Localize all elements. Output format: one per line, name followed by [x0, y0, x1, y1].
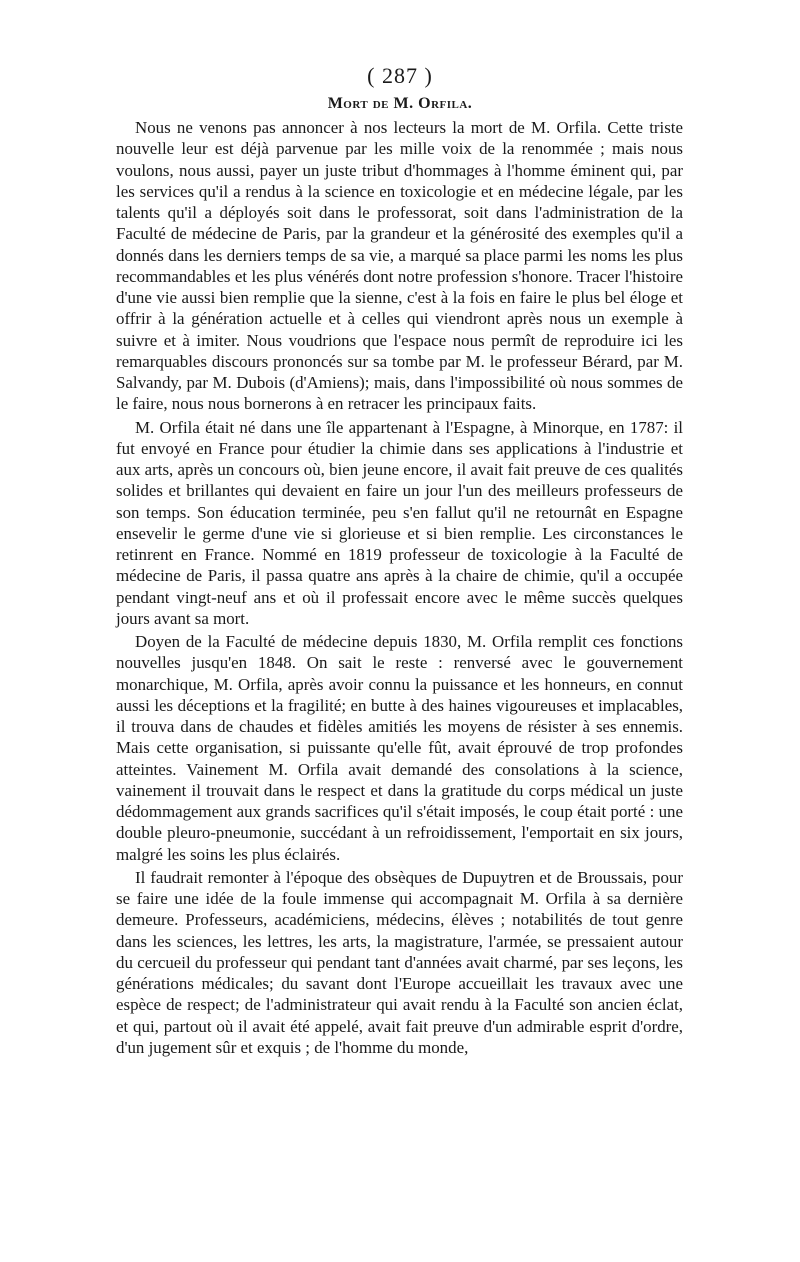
paragraph: Nous ne venons pas annoncer à nos lecteurs la mort de M. Orfila. Cette triste nouvelle leur est déjà parvenue par les mille voix de la renommée ; mais nous voulons, nous aussi, payer un juste tribut d'hommages à l'homme éminent qui, par les services qu'il a rendus à la science en toxicologie et en médecine légale, par les talents qu'il a déployés soit dans le professorat, soit dans l'administration de la Faculté de médecine de Paris, par la grandeur et la générosité des exemples qu'il a donnés dans les derniers temps de sa vie, a marqué sa place parmi les noms les plus recommandables et les plus vénérés dont notre profession s'honore. Tracer l'histoire d'une vie aussi bien remplie que la sienne, c'est à la fois en faire le plus bel éloge et offrir à la génération actuelle et à celles qui viendront après nous un exemple à suivre et à imiter. Nous voudrions que l'espace nous permît de reproduire ici les remarquables discours prononcés sur sa tombe par M. le professeur Bérard, par M. Salvandy, par M. Dubois (d'Amiens); mais, dans l'impossibilité où nous sommes de le faire, nous nous bornerons à en retracer les principaux faits. [116, 118, 683, 414]
paragraph: Doyen de la Faculté de médecine depuis 1830, M. Orfila remplit ces fonctions nouvelles jusqu'en 1848. On sait le reste : renversé avec le gouvernement monarchique, M. Orfila, après avoir connu la puissance et les honneurs, en connut aussi les déceptions et la fragilité; en butte à des haines vigoureuses et implacables, il trouva dans de chaudes et fidèles amitiés les moyens de résister à ses ennemis. Mais cette organisation, si puissante qu'elle fût, avait éprouvé de trop profondes atteintes. Vainement M. Orfila avait demandé des consolations à la science, vainement il trouvait dans le respect et dans la gratitude du corps médical un juste dédommagement aux grands sacrifices qu'il s'était imposés, le coup était porté : une double pleuro-pneumonie, succédant à un refroidissement, l'emportait en six jours, malgré les soins les plus éclairés. [116, 632, 683, 864]
page-number: ( 287 ) [367, 63, 433, 88]
paragraph: Il faudrait remonter à l'époque des obsèques de Dupuytren et de Broussais, pour se faire une idée de la foule immense qui accompagnait M. Orfila à sa dernière demeure. Professeurs, académiciens, médecins, élèves ; notabilités de tout genre dans les sciences, les lettres, les arts, la magistrature, l'armée, se pressaient autour du cercueil du professeur qui pendant tant d'années avait charmé, par ses leçons, les générations médicales; du savant dont l'Europe accueillait les travaux avec une espèce de respect; de l'administrateur qui avait rendu à la Faculté son ancien éclat, et qui, partout où il avait été appelé, avait fait preuve d'un admirable esprit d'ordre, d'un jugement sûr et exquis ; de l'homme du monde, [116, 867, 683, 1057]
article-title: Mort de M. Orfila. [327, 95, 473, 112]
paragraph: M. Orfila était né dans une île appartenant à l'Espagne, à Minorque, en 1787: il fut envoyé en France pour étudier la chimie dans ses applications à l'industrie et aux arts, après un concours où, bien jeune encore, il avait fait preuve de ces qualités solides et brillantes qui devaient en faire un jour l'un des meilleurs professeurs de son temps. Son éducation terminée, peu s'en fallut qu'il ne retournât en Espagne ensevelir le germe d'une vie si glorieuse et si bien remplie. Les circonstances le retinrent en France. Nommé en 1819 professeur de toxicologie à la Faculté de médecine de Paris, il passa quatre ans après à la chaire de chimie, qu'il a occupée pendant vingt-neuf ans et où il professait encore avec le même succès quelques jours avant sa mort. [116, 417, 683, 628]
body-text [116, 117, 683, 1058]
